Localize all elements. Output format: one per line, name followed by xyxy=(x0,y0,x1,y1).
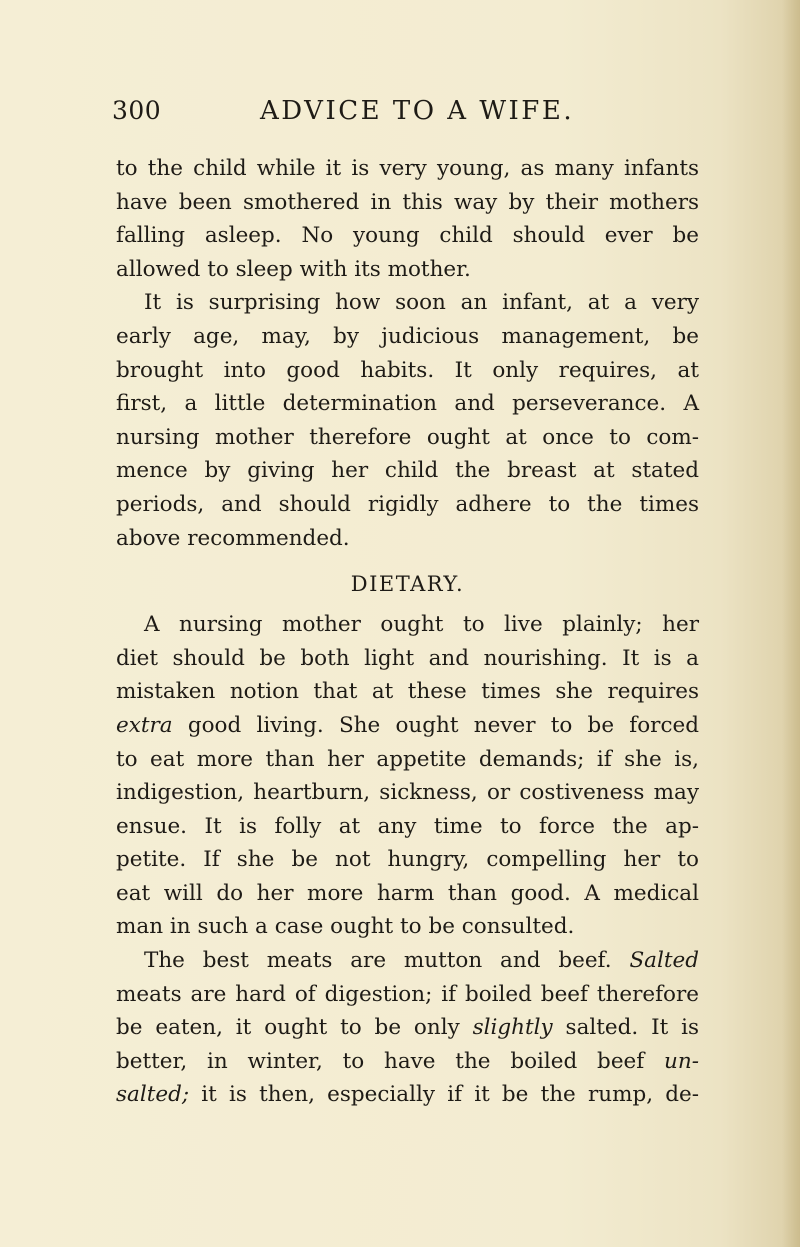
text-line: diet should be both light and nourishing. It is a xyxy=(116,645,699,671)
text-line: indigestion, heartburn, sickness, or costiveness may xyxy=(116,780,699,806)
text-line: above recommended. xyxy=(116,525,350,551)
text-line: have been smothered in this way by their mothers xyxy=(116,189,699,215)
running-head: ADVICE TO A WIFE. xyxy=(260,96,575,126)
text-line: mistaken notion that at these times she requires xyxy=(116,679,699,705)
text-line xyxy=(116,1078,699,1112)
text-line: petite. If she be not hungry, compelling her to xyxy=(116,847,699,873)
text-run: salted. It is xyxy=(552,1015,700,1041)
italic-text: Salted xyxy=(629,948,699,974)
text-line: periods, and should rigidly adhere to the times xyxy=(116,491,699,517)
text-line: meats are hard of digestion; if boiled beef therefore xyxy=(116,981,699,1007)
page-header xyxy=(112,96,692,136)
text-run: it is then, especially if it be the rump, de- xyxy=(189,1082,699,1108)
page-number: 300 xyxy=(112,96,162,125)
text-run: The best meats are mutton and beef. xyxy=(144,948,630,974)
paragraph-2 xyxy=(116,286,699,555)
text-line: early age, may, by judicious management, be xyxy=(116,323,699,349)
text-line: It is surprising how soon an infant, at a very xyxy=(144,290,699,316)
text-run: better, in winter, to have the boiled beef xyxy=(116,1048,665,1074)
text-line: eat will do her more harm than good. A medical xyxy=(116,880,699,906)
text-line xyxy=(116,1011,699,1045)
text-line: falling asleep. No young child should ever be xyxy=(116,223,699,249)
text-line: nursing mother therefore ought at once to com- xyxy=(116,424,699,450)
text-line: ensue. It is folly at any time to force the ap- xyxy=(116,813,699,839)
text-line: allowed to sleep with its mother. xyxy=(116,256,471,282)
text-line xyxy=(116,1045,699,1079)
italic-text: extra xyxy=(116,712,173,738)
page-edge-shadow xyxy=(782,0,800,1247)
text-line: to eat more than her appetite demands; if she is, xyxy=(116,746,699,772)
text-line xyxy=(116,944,699,978)
text-line xyxy=(116,709,699,743)
text-run: be eaten, it ought to be only xyxy=(116,1015,473,1041)
body-text xyxy=(116,152,699,1112)
paragraph-1 xyxy=(116,152,699,286)
text-line: first, a little determination and perseverance. A xyxy=(116,391,699,417)
section-heading: DIETARY. xyxy=(350,572,465,597)
italic-text: salted; xyxy=(116,1082,190,1108)
italic-text: un- xyxy=(664,1048,699,1074)
text-line: mence by giving her child the breast at stated xyxy=(116,458,699,484)
text-line: man in such a case ought to be consulted. xyxy=(116,914,575,940)
text-line: to the child while it is very young, as many infants xyxy=(116,156,699,181)
paragraph-3 xyxy=(116,608,699,944)
text-run: good living. She ought never to be forced xyxy=(172,712,699,738)
italic-text: slightly xyxy=(472,1015,553,1041)
paragraph-4 xyxy=(116,944,699,1112)
text-line: A nursing mother ought to live plainly; her xyxy=(144,612,699,638)
text-line: brought into good habits. It only requires, at xyxy=(116,357,699,383)
